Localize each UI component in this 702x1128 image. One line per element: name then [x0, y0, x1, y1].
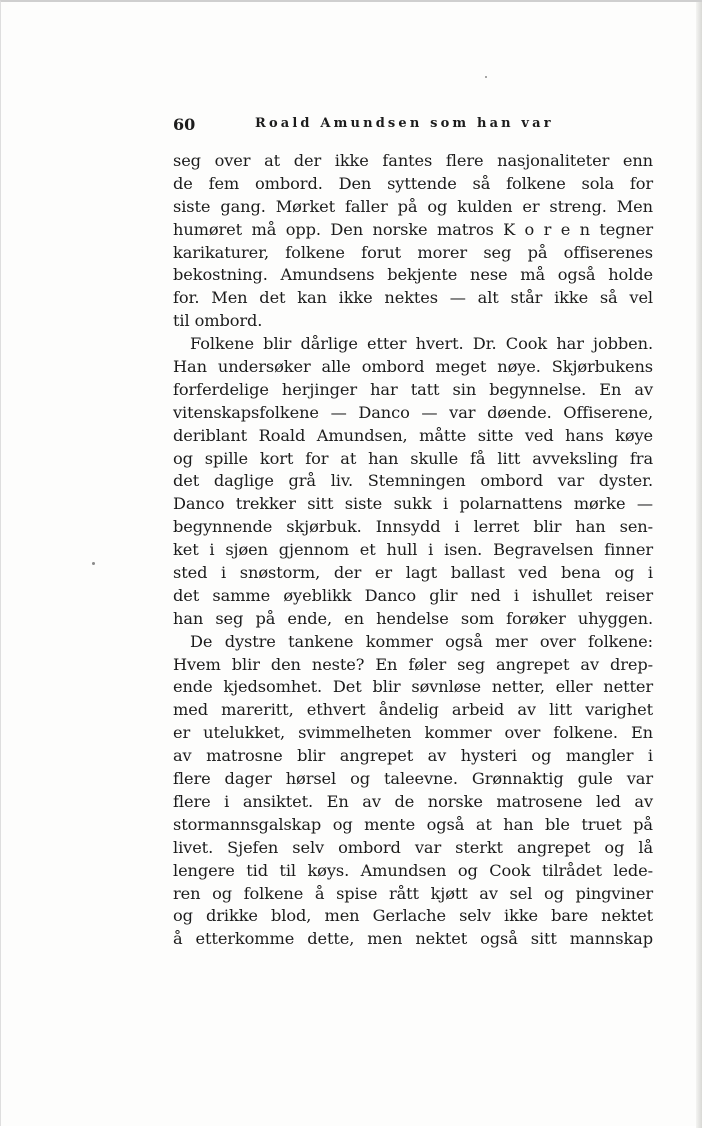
text-line: livet. Sjefen selv ombord var sterkt angrepet og lå: [173, 837, 653, 857]
text-line: er utelukket, svimmelheten kommer over folkene. En: [173, 723, 653, 743]
text-line: humøret må opp. Den norske matros K o r e n tegner: [173, 219, 653, 239]
running-title: Roald Amundsen som han var: [255, 116, 554, 131]
text-line: bekostning. Amundsens bekjente nese må også holde: [173, 265, 653, 285]
text-line: deriblant Roald Amundsen, måtte sitte ved hans køye: [173, 425, 653, 445]
text-line: med mareritt, ethvert åndelig arbeid av litt varighet: [173, 700, 653, 720]
text-line: ket i sjøen gjennom et hull i isen. Begravelsen finner: [173, 540, 653, 560]
paragraph-start-line: Folkene blir dårlige etter hvert. Dr. Cook har jobben.: [190, 334, 653, 354]
text-line: vitenskapsfolkene — Danco — var døende. Offiserene,: [173, 402, 653, 422]
text-line: Danco trekker sitt siste sukk i polarnattens mørke —: [173, 494, 653, 514]
text-line: stormannsgalskap og mente også at han ble truet på: [173, 814, 653, 834]
page-header: [173, 115, 653, 137]
text-line: av matrosne blir angrepet av hysteri og mangler i: [173, 746, 653, 766]
text-line: han seg på ende, en hendelse som forøker uhyggen.: [173, 608, 653, 628]
text-line: ren og folkene å spise rått kjøtt av sel og pingviner: [173, 883, 653, 903]
text-line: det samme øyeblikk Danco glir ned i ishullet reiser: [173, 585, 653, 605]
text-line: begynnende skjørbuk. Innsydd i lerret blir han sen-: [173, 517, 653, 537]
body-text: [173, 150, 653, 951]
text-line: og spille kort for at han skulle få litt avveksling fra: [173, 448, 653, 468]
text-line: seg over at der ikke fantes flere nasjonaliteter enn: [173, 151, 653, 170]
text-line: sted i snøstorm, der er lagt ballast ved bena og i: [173, 563, 653, 583]
text-line: flere dager hørsel og taleevne. Grønnaktig gule var: [173, 769, 653, 789]
text-line: lengere tid til køys. Amundsen og Cook tilrådet lede-: [173, 860, 653, 880]
text-line: og drikke blod, men Gerlache selv ikke bare nektet: [173, 906, 653, 926]
text-line: ende kjedsomhet. Det blir søvnløse netter, eller netter: [173, 677, 653, 697]
scan-speck: [92, 562, 95, 565]
text-line: Han undersøker alle ombord meget nøye. Skjørbukens: [173, 357, 653, 377]
text-line: forferdelige herjinger har tatt sin begynnelse. En av: [173, 379, 653, 399]
page-edge: [696, 2, 702, 1128]
text-line: karikaturer, folkene forut morer seg på offiserenes: [173, 242, 653, 262]
text-line: til ombord.: [173, 311, 263, 331]
text-line: de fem ombord. Den syttende så folkene sola for: [173, 173, 653, 193]
paragraph-start-line: De dystre tankene kommer også mer over folkene:: [190, 631, 653, 651]
text-line: Hvem blir den neste? En føler seg angrepet av drep-: [173, 654, 653, 674]
text-line: å etterkomme dette, men nektet også sitt mannskap: [173, 929, 653, 949]
text-line: for. Men det kan ikke nektes — alt står ikke så vel: [173, 288, 653, 308]
text-line: siste gang. Mørket faller på og kulden er streng. Men: [173, 196, 653, 216]
text-line: det daglige grå liv. Stemningen ombord var dyster.: [173, 471, 653, 491]
scan-speck: [485, 76, 487, 78]
text-line: flere i ansiktet. En av de norske matrosene led av: [173, 791, 653, 811]
page-number: 60: [173, 115, 196, 134]
